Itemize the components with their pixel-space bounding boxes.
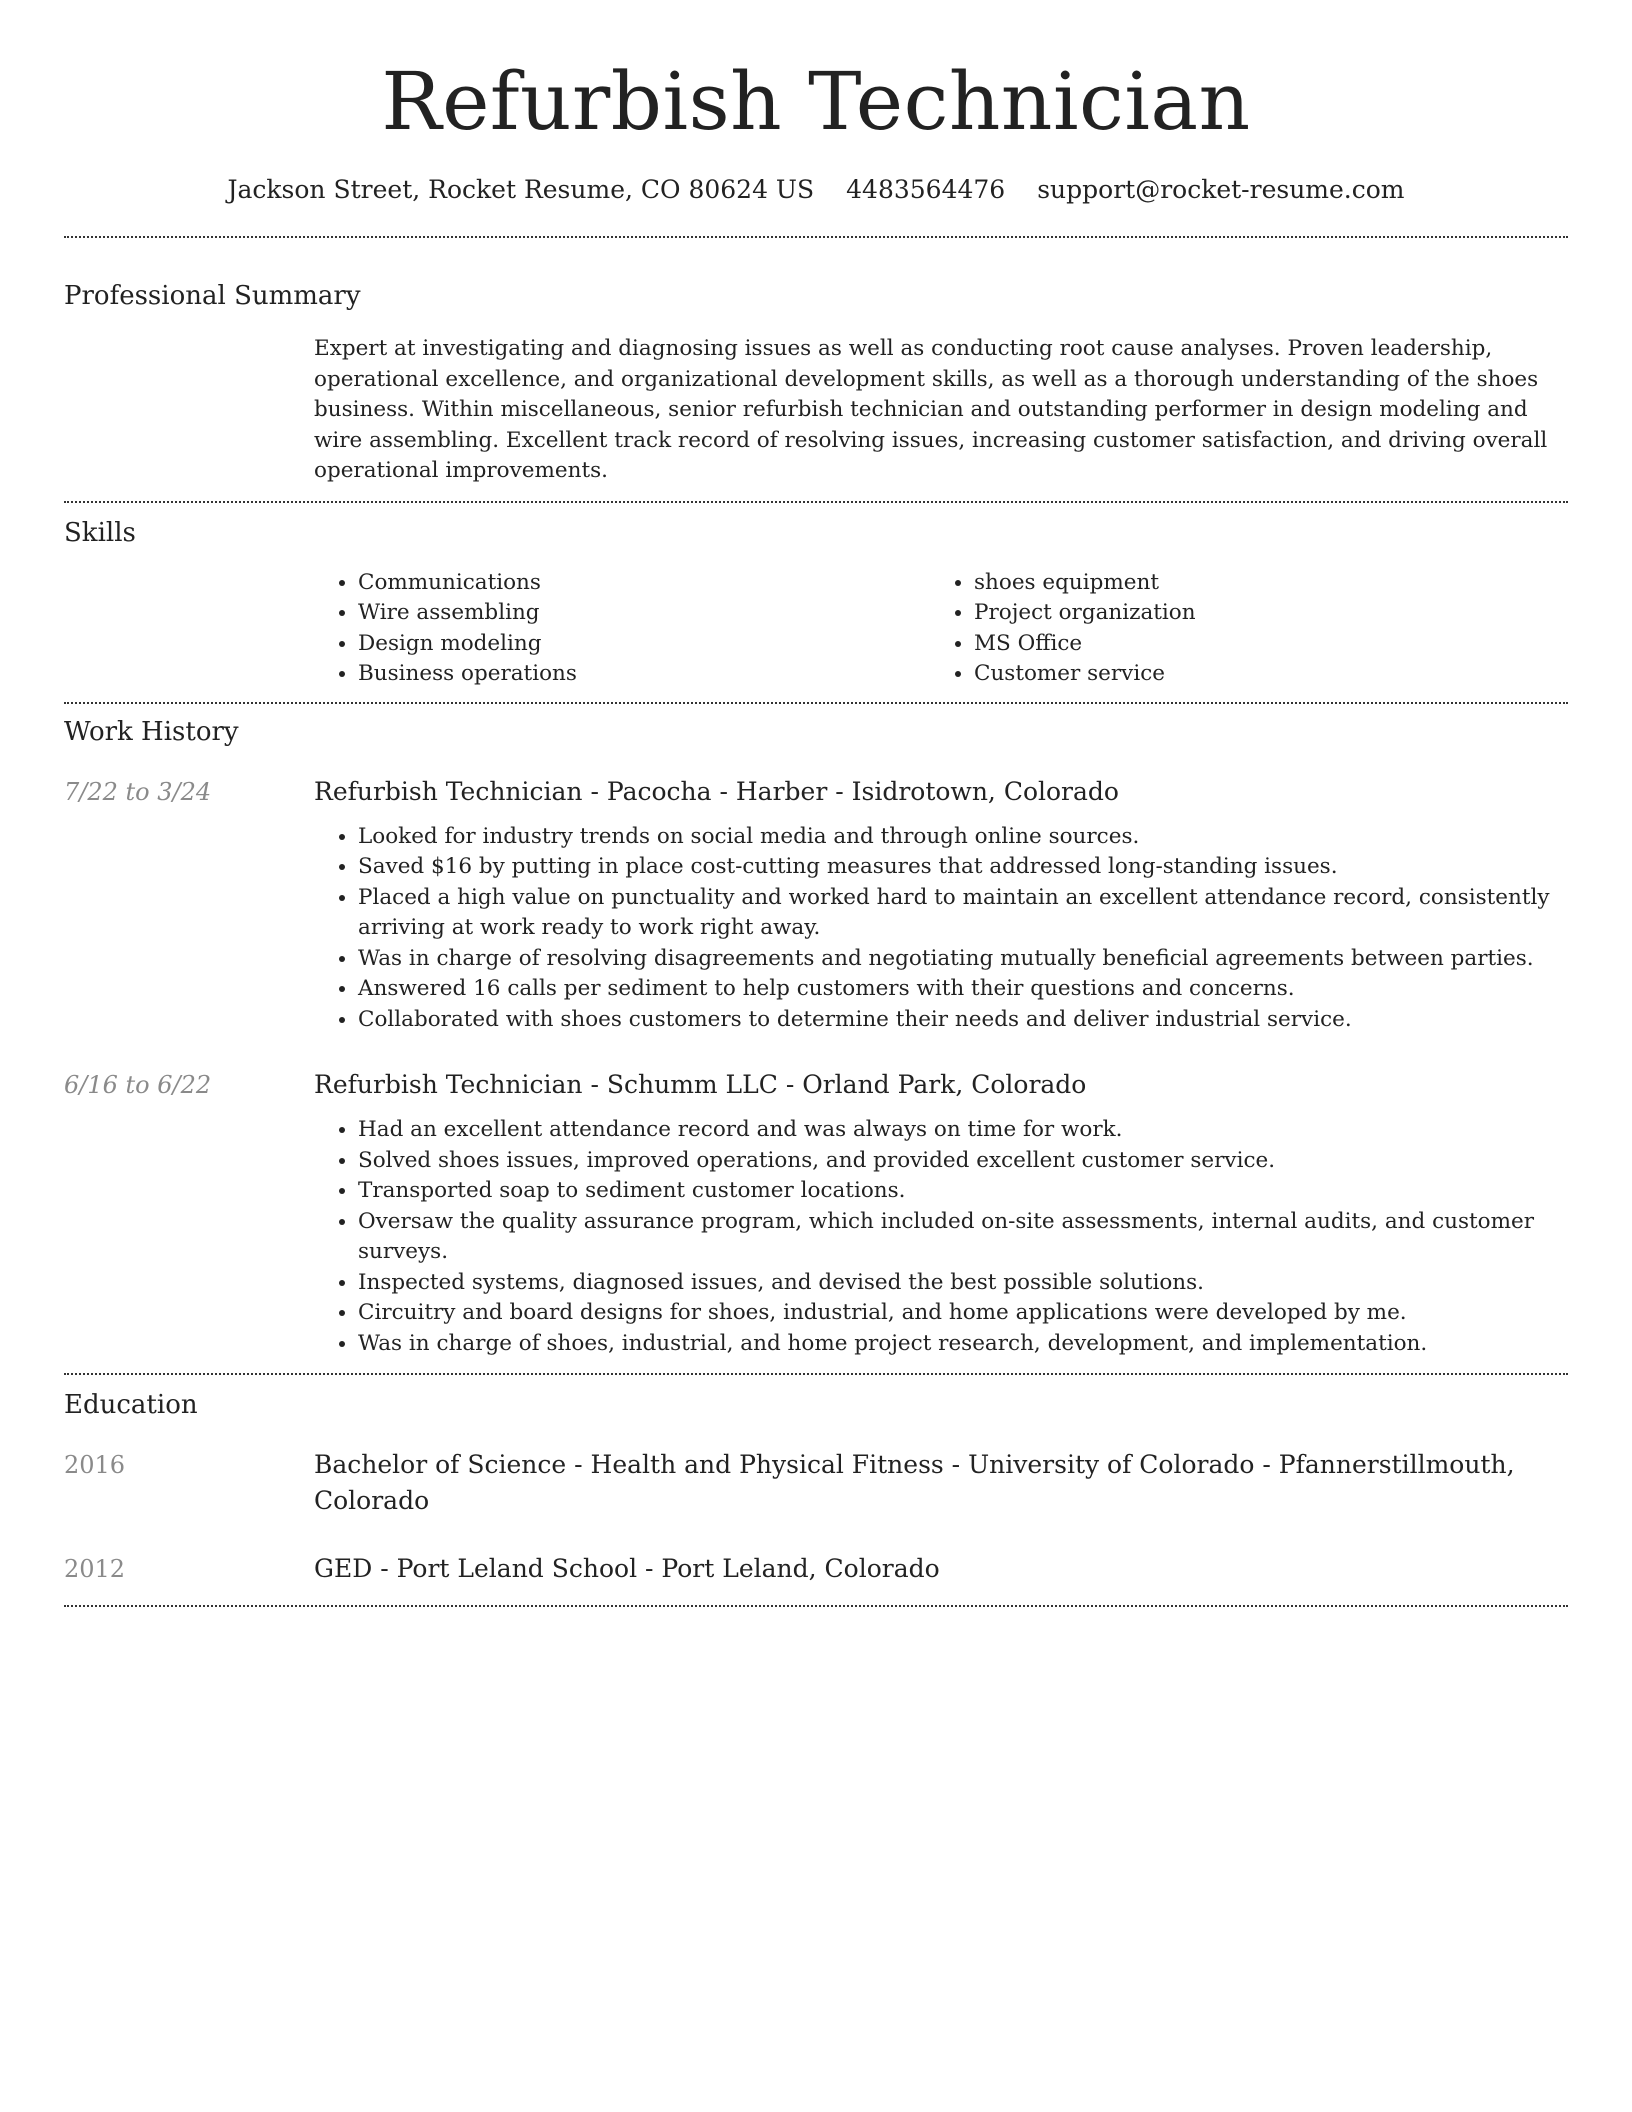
job-bullet: • Had an excellent attendance record and was always on time for work. — [358, 1115, 1568, 1146]
skill-item: • shoes equipment — [974, 568, 1196, 599]
job-bullet: • Collaborated with shoes customers to determine their needs and deliver industrial service. — [358, 1005, 1568, 1036]
job-bullet: • Answered 16 calls per sediment to help customers with their questions and concerns. — [358, 974, 1568, 1005]
skill-item: • Customer service — [974, 659, 1196, 690]
skill-item: • Communications — [358, 568, 930, 599]
contact-line — [64, 172, 1568, 208]
job-entry — [64, 1067, 1568, 1359]
contact-phone: 4483564476 — [846, 175, 1006, 204]
resume-title: Refurbish Technician — [381, 55, 1251, 148]
skill-item: • Design modeling — [358, 629, 930, 660]
job-bullet: • Circuitry and board designs for shoes, industrial, and home applications were developed by me. — [358, 1298, 1568, 1329]
job-bullet: • Placed a high value on punctuality and worked hard to maintain an excellent attendance record, consistently arriving at work ready to work right away. — [358, 883, 1568, 944]
job-body — [314, 1067, 1568, 1359]
skills-grid — [314, 568, 1568, 690]
education-year: 2016 — [64, 1451, 126, 1479]
divider — [64, 236, 1568, 238]
divider — [64, 501, 1568, 503]
skill-item: • MS Office — [974, 629, 1196, 660]
skills-column-right — [930, 568, 1196, 690]
job-bullet: • Oversaw the quality assurance program, which included on-site assessments, internal audits, and customer surveys. — [358, 1207, 1568, 1268]
summary-heading: Professional Summary — [64, 281, 361, 311]
education-details: Bachelor of Science - Health and Physical Fitness - University of Colorado - Pfannerstillmouth, Colorado — [314, 1450, 1515, 1515]
job-title: Refurbish Technician - Pacocha - Harber - Isidrotown, Colorado — [314, 776, 1119, 806]
divider — [64, 1373, 1568, 1375]
job-bullet: • Inspected systems, diagnosed issues, and devised the best possible solutions. — [358, 1268, 1568, 1299]
job-entry — [64, 774, 1568, 1036]
job-dates: 7/22 to 3/24 — [64, 777, 212, 806]
work-history-heading: Work History — [64, 716, 239, 747]
education-year: 2012 — [64, 1555, 126, 1583]
job-bullet: • Was in charge of resolving disagreements and negotiating mutually beneficial agreements between parties. — [358, 944, 1568, 975]
job-bullet: • Transported soap to sediment customer locations. — [358, 1176, 1568, 1207]
education-entry — [64, 1551, 1568, 1587]
summary-text: Expert at investigating and diagnosing issues as well as conducting root cause analyses. Proven leadership, operational excellence, and organizational development skills, as well as a thorough understanding of the shoes business. Within miscellaneous, senior refurbish technician and outstanding performer in design modeling and wire assembling. Excellent track record of resolving issues, increasing customer satisfaction, and driving overall operational improvements. — [314, 336, 1548, 483]
divider — [64, 702, 1568, 704]
skills-heading: Skills — [64, 517, 136, 548]
job-bullet: • Looked for industry trends on social media and through online sources. — [358, 822, 1568, 853]
job-bullet: • Was in charge of shoes, industrial, and home project research, development, and implementation. — [358, 1329, 1568, 1360]
education-details: GED - Port Leland School - Port Leland, Colorado — [314, 1554, 940, 1583]
job-dates: 6/16 to 6/22 — [64, 1071, 212, 1099]
job-bullets — [314, 1115, 1568, 1359]
skills-column-left — [314, 568, 930, 690]
job-body — [314, 774, 1568, 1036]
education-entry — [64, 1447, 1568, 1519]
education-heading: Education — [64, 1390, 198, 1420]
skill-item: • Business operations — [358, 659, 930, 690]
divider — [64, 1605, 1568, 1607]
contact-email: support@rocket-resume.com — [1037, 175, 1405, 204]
skill-item: • Wire assembling — [358, 598, 930, 629]
contact-address: Jackson Street, Rocket Resume, CO 80624 US — [227, 175, 815, 204]
job-bullets — [314, 822, 1568, 1036]
job-bullet: • Saved $16 by putting in place cost-cutting measures that addressed long-standing issues. — [358, 852, 1568, 883]
job-title: Refurbish Technician - Schumm LLC - Orland Park, Colorado — [314, 1070, 1087, 1099]
skill-item: • Project organization — [974, 598, 1196, 629]
job-bullet: • Solved shoes issues, improved operations, and provided excellent customer service. — [358, 1146, 1568, 1177]
